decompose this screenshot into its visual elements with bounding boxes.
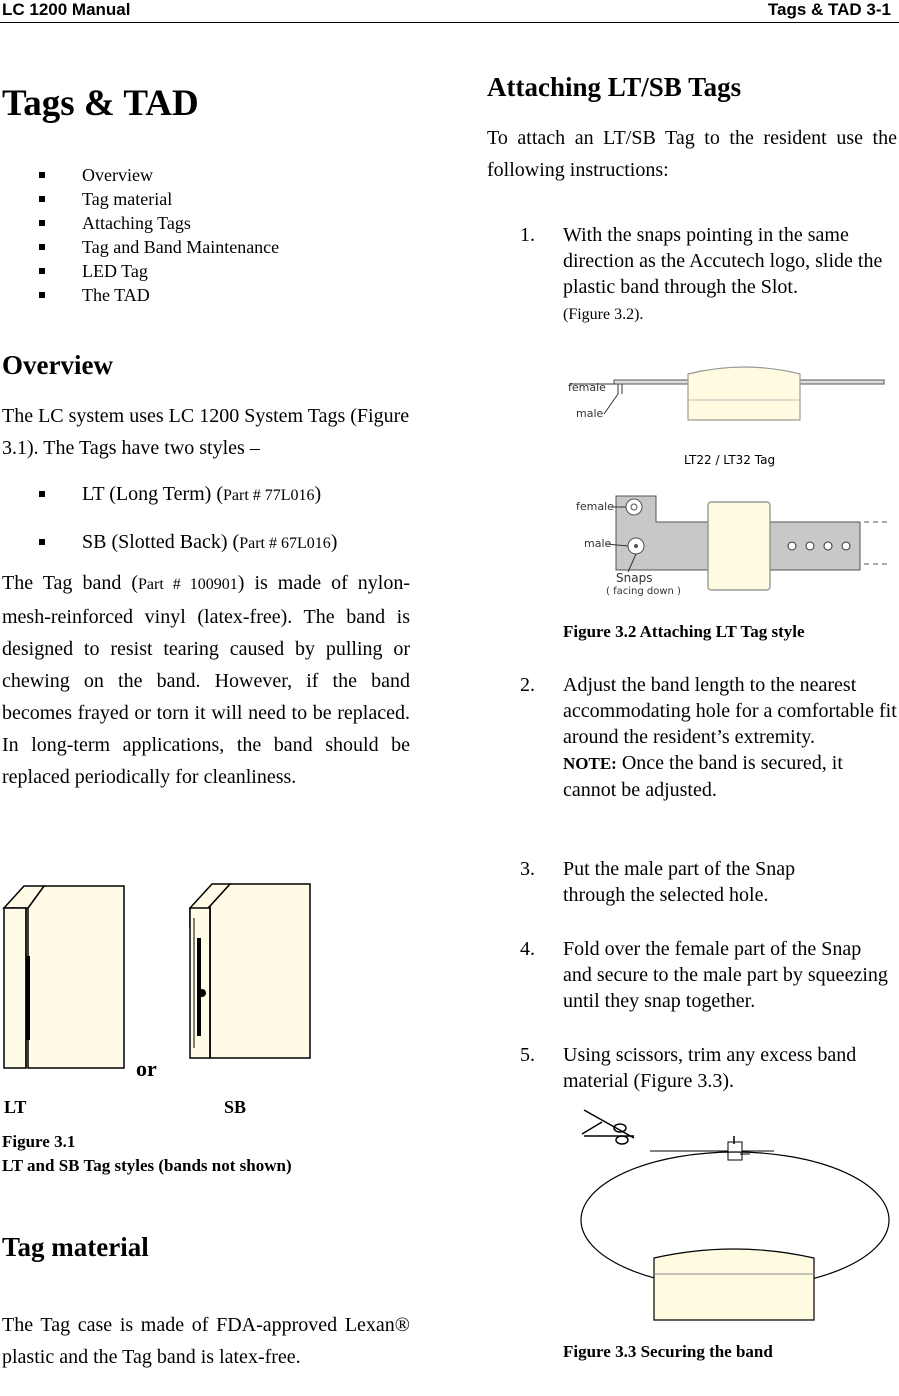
toc-item: Overview: [34, 163, 279, 187]
tag-styles-list: [34, 478, 337, 574]
male-snap-label: male: [584, 537, 612, 550]
male-label: male: [576, 407, 604, 420]
figure-3-3-caption: Figure 3.3 Securing the band: [563, 1342, 773, 1361]
toc-item: Attaching Tags: [34, 211, 279, 235]
scissors-icon: [582, 1110, 634, 1144]
overview-heading: Overview: [2, 350, 113, 380]
header-manual-title: LC 1200 Manual: [2, 0, 131, 19]
toc-item: Tag and Band Maintenance: [34, 235, 279, 259]
running-header: [0, 0, 899, 23]
page-title: Tags & TAD: [2, 83, 199, 124]
figure-3-2-caption: Figure 3.2 Attaching LT Tag style: [563, 622, 805, 641]
note-label: NOTE:: [563, 754, 617, 773]
lt-tag-attach-diagram: [560, 364, 890, 600]
toc-item: The TAD: [34, 283, 279, 307]
sb-tag-image: [190, 884, 310, 1058]
snaps-facing-label: ( facing down ): [606, 586, 681, 597]
tag-material-text: The Tag case is made of FDA-approved Lexan® plastic and the Tag band is latex-free.: [2, 1314, 410, 1368]
tag-model-label: LT22 / LT32 Tag: [684, 453, 776, 467]
overview-intro: The LC system uses LC 1200 System Tags (Figure 3.1). The Tags have two styles –: [2, 405, 410, 459]
band-loop-diagram: [574, 1106, 896, 1326]
female-label: female: [568, 381, 606, 394]
band-description: The Tag band (Part # 100901) is made of nylon-mesh-reinforced vinyl (latex-free). The band is designed to resist tearing caused by pulling or chewing on the band. However, if the band becomes frayed or torn it will need to be replaced. In long-term applications, the band should be replaced periodically for cleanliness.: [2, 572, 411, 788]
section-toc: [34, 163, 279, 307]
snaps-label: Snaps: [616, 571, 653, 585]
tag-style-item: LT (Long Term) (Part # 77L016): [34, 478, 337, 526]
tag-style-item: SB (Slotted Back) (Part # 67L016): [34, 526, 337, 574]
lt-tag-image: [4, 886, 124, 1068]
figure-3-1-caption-title: Figure 3.1: [2, 1132, 76, 1151]
or-label: or: [136, 1056, 157, 1081]
lt-label: LT: [4, 1097, 27, 1117]
tag-material-heading: Tag material: [2, 1232, 149, 1262]
toc-item: Tag material: [34, 187, 279, 211]
sb-label: SB: [224, 1097, 247, 1117]
lt-sb-tags-illustration: [0, 878, 330, 1078]
attaching-heading: Attaching LT/SB Tags: [487, 72, 742, 102]
header-section-page: Tags & TAD 3-1: [767, 0, 891, 19]
figure-3-2-ref: (Figure 3.2).: [563, 306, 644, 323]
figure-3-1-caption-text: LT and SB Tag styles (bands not shown): [2, 1156, 292, 1175]
attaching-intro: To attach an LT/SB Tag to the resident use the following instructions:: [487, 127, 897, 181]
female-snap-label: female: [576, 500, 614, 513]
toc-item: LED Tag: [34, 259, 279, 283]
